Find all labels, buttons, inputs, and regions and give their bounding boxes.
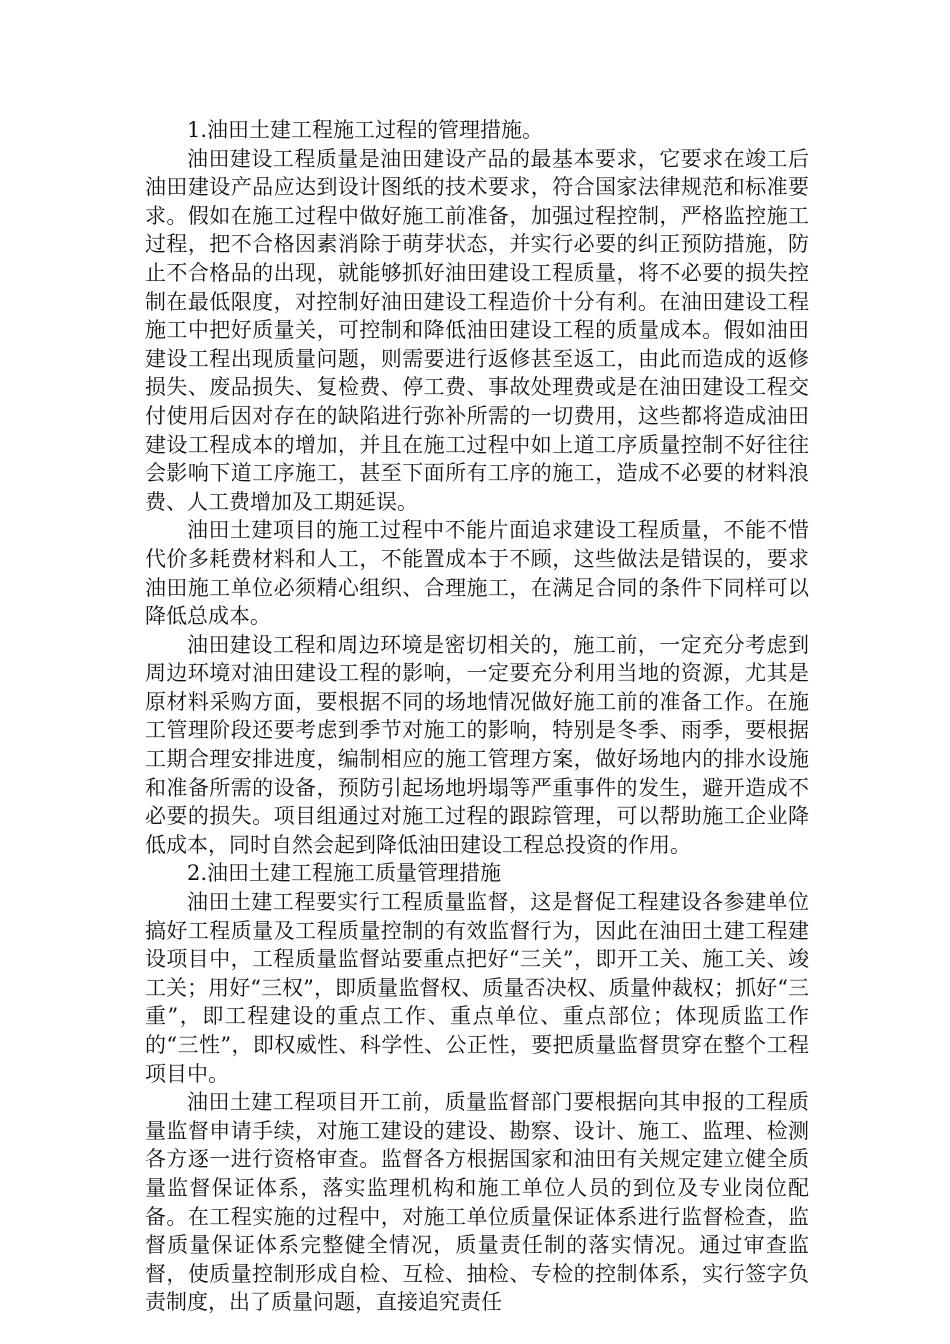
paragraph: 油田建设工程和周边环境是密切相关的，施工前，一定充分考虑到周边环境对油田建设工程的影响，一定要充分利用当地的资源，尤其是原材料采购方面，要根据不同的场地情况做好施工前的准备工作。在施工管理阶段还要考虑到季节对施工的影响，特别是冬季、雨季，要根据工期合理安排进度，编制相应的施工管理方案，做好场地内的排水设施和准备所需的设备，预防引起场地坍塌等严重事件的发生，避开造成不必要的损失。项目组通过对施工过程的跟踪管理，可以帮助施工企业降低成本，同时自然会起到降低油田建设工程总投资的作用。 [145, 632, 809, 857]
paragraph: 油田土建工程要实行工程质量监督，这是督促工程建设各参建单位搞好工程质量及工程质量控制的有效监督行为，因此在油田土建工程建设项目中，工程质量监督站要重点把好“三关”，即开工关、施工关、竣工关；用好“三权”，即质量监督权、质量否决权、质量仲裁权；抓好“三重”，即工程建设的重点工作、重点单位、重点部位；体现质监工作的“三性”，即权威性、科学性、公正性，要把质量监督贯穿在整个工程项目中。 [145, 890, 809, 1086]
paragraph: 油田土建工程项目开工前，质量监督部门要根据向其申报的工程质量监督申请手续，对施工建设的建设、勘察、设计、施工、监理、检测各方逐一进行资格审查。监督各方根据国家和油田有关规定建立健全质量监督保证体系，落实监理机构和施工单位人员的到位及专业岗位配备。在工程实施的过程中，对施工单位质量保证体系进行监督检查，监督质量保证体系完整健全情况，质量责任制的落实情况。通过审查监督，使质量控制形成自检、互检、抽检、专检的控制体系，实行签字负责制度，出了质量问题，直接追究责任 [145, 1090, 809, 1315]
paragraph: 油田建设工程质量是油田建设产品的最基本要求，它要求在竣工后油田建设产品应达到设计图纸的技术要求，符合国家法律规范和标准要求。假如在施工过程中做好施工前准备，加强过程控制，严格监控施工过程，把不合格因素消除于萌芽状态，并实行必要的纠正预防措施，防止不合格品的出现，就能够抓好油田建设工程质量，将不必要的损失控制在最低限度，对控制好油田建设工程造价十分有利。在油田建设工程施工中把好质量关，可控制和降低油田建设工程的质量成本。假如油田建设工程出现质量问题，则需要进行返修甚至返工，由此而造成的返修损失、废品损失、复检费、停工费、事故处理费或是在油田建设工程交付使用后因对存在的缺陷进行弥补所需的一切费用，这些都将造成油田建设工程成本的增加，并且在施工过程中如上道工序质量控制不好往往会影响下道工序施工，甚至下面所有工序的施工，造成不必要的材料浪费、人工费增加及工期延误。 [145, 146, 809, 514]
section-heading-2: 2.油田土建工程施工质量管理措施 [187, 861, 502, 886]
section-heading-1: 1.油田土建工程施工过程的管理措施。 [187, 118, 544, 142]
paragraph: 油田土建项目的施工过程中不能片面追求建设工程质量，不能不惜代价多耗费材料和人工，不能置成本于不顾，这些做法是错误的，要求油田施工单位必须精心组织、合理施工，在满足合同的条件下同样可以降低总成本。 [145, 518, 809, 629]
document-body [145, 116, 809, 1317]
